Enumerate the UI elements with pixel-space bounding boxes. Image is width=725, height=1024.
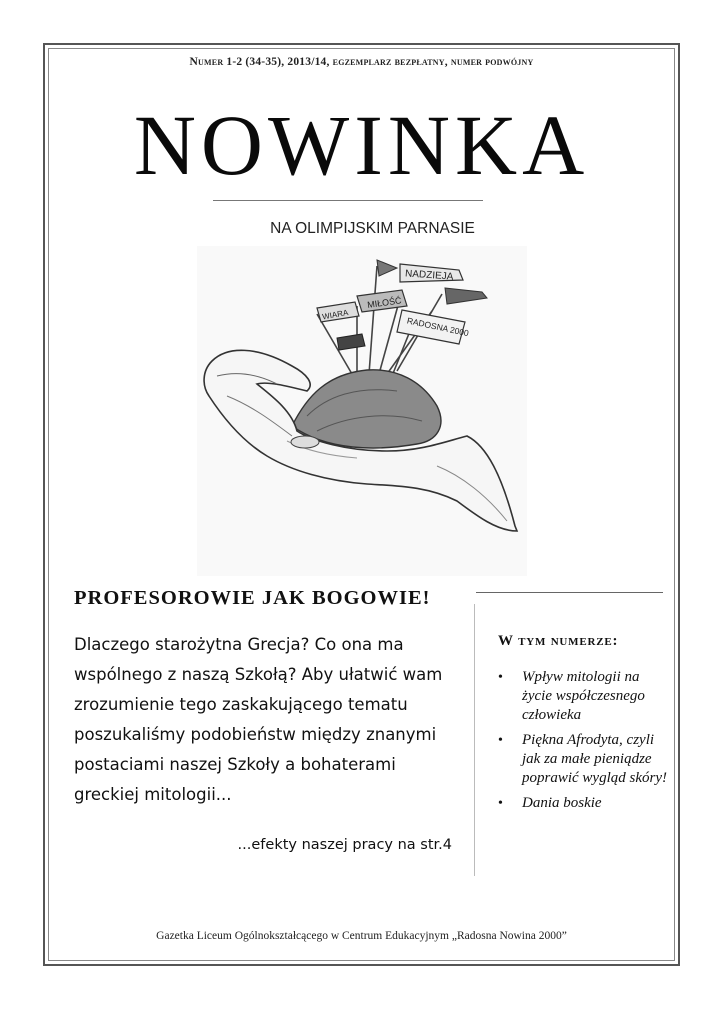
sign-wiara: WIARA [321, 308, 349, 322]
bullet-icon: • [498, 670, 503, 685]
sign-radosna: RADOSNA 2000 [406, 315, 470, 339]
article-headline: PROFESOROWIE JAK BOGOWIE! [74, 587, 431, 609]
contents-item-label: Dania boskie [522, 795, 602, 811]
sign-nadzieja: NADZIEJA [404, 268, 454, 283]
contents-list [498, 668, 668, 819]
sign-milosc: MIŁOŚĆ [366, 295, 403, 311]
article-continuation-link: ...efekty naszej pracy na str.4 [237, 837, 452, 853]
contents-item-label: Piękna Afrodyta, czyli jak za małe pieniądze poprawić wygląd skóry! [522, 732, 667, 786]
sidebar-title: W tym numerze: [498, 633, 619, 649]
hand-with-signs-illustration [197, 246, 527, 576]
masthead-divider [213, 200, 483, 201]
issue-line: Numer 1-2 (34-35), 2013/14, egzemplarz bezpłatny, numer podwójny [189, 56, 534, 68]
masthead-title: NOWINKA [133, 97, 590, 193]
sidebar-left-rule [474, 604, 475, 876]
bullet-icon: • [498, 796, 503, 811]
article-lead: Dlaczego starożytna Grecja? Co ona ma wspólnego z naszą Szkołą? Aby ułatwić wam zrozumienie tego zaskakującego tematu poszukaliśmy podobieństw między znanymi postaciami naszej Szkoły a bohaterami greckiej mitologii... [74, 635, 443, 804]
list-item [498, 794, 668, 813]
page-footer: Gazetka Liceum Ogólnokształcącego w Centrum Edukacyjnym „Radosna Nowina 2000” [156, 930, 567, 942]
issue-subtitle: NA OLIMPIJSKIM PARNASIE [270, 220, 475, 237]
list-item [498, 731, 668, 788]
sidebar-top-rule [476, 592, 663, 593]
bullet-icon: • [498, 733, 503, 748]
contents-item-label: Wpływ mitologii na życie współczesnego człowieka [522, 669, 645, 723]
list-item [498, 668, 668, 725]
